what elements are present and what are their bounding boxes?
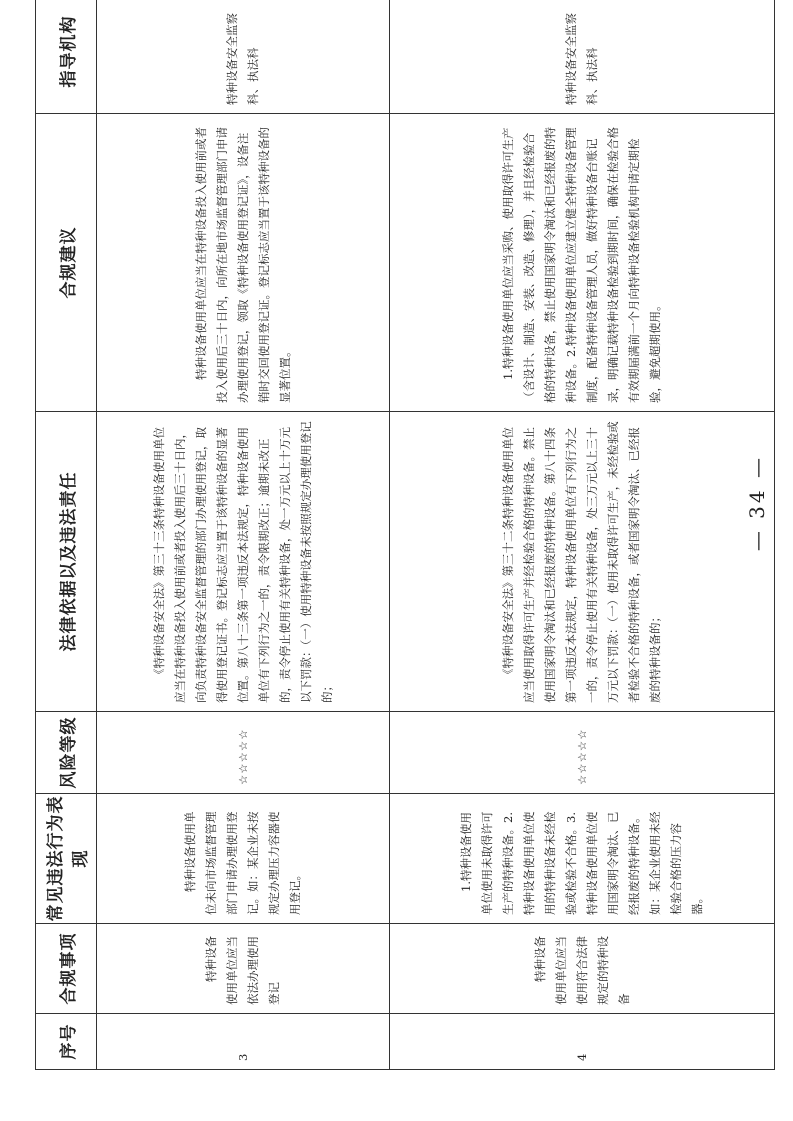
row-law-text: 《特种设备安全法》第三十二条特种设备使用单位应当使用取得许可生产并经检验合格的特种设备。禁止使用国家明令淘汰和已经报废的特种设备。第八十四条第一项违反本法规定，特种设备使用单位有下列行为之一的，责令停止使用有关特种设备，处三万元以上三十万元以下罚款：（一）使用未取得许可生产，未经检验或者检验不合格的特种设备，或者国家明令淘汰、已经报废的特种设备的； <box>501 421 663 703</box>
compliance-table <box>35 0 775 1070</box>
row-risk: ☆☆☆☆☆ <box>97 712 390 794</box>
row-advice-text: 1.特种设备使用单位应当采购、使用取得许可生产（含设计、制造、安装、改造、修理），并且经检验合格的特种设备，禁止使用国家明令淘汰和已经报废的特种设备。2.特种设备使用单位应建立健全特种设备管理制度，配备特种设备管理人员，做好特种设备台账记录，明确记载特种设备检验到期时间，确保在检验合格有效期届满前一个月向特种设备检验机构申请定期检验，避免超期使用。 <box>501 127 663 403</box>
row-law <box>390 412 775 712</box>
row-no: 3 <box>97 1014 390 1070</box>
header-row <box>36 0 97 1070</box>
row-org: 特种设备安全监察科、执法科 <box>97 0 390 114</box>
header-item: 合规事项 <box>36 924 97 1014</box>
header-org: 指导机构 <box>36 0 97 114</box>
page-number: — 34 — <box>745 455 769 552</box>
row-behavior-text: 特种设备使用单位未向市场监督管理部门申请办理使用登记。如：某企业未按规定办理压力容器使用登记。 <box>183 811 303 915</box>
header-no: 序号 <box>36 1014 97 1070</box>
row-law-text: 《特种设备安全法》第三十三条特种设备使用单位应当在特种设备投入使用前或者投入使用后三十日内，向负责特种设备安全监督管理的部门办理使用登记，取得使用登记证书。登记标志应当置于该特种设备的显著位置。第八十三条第一项违反本法规定，特种设备使用单位有下列行为之一的，责令限期改正；逾期未改正的，责令停止使用有关特种设备，处一万元以上十万元以下罚款：（一）使用特种设备未按照规定办理使用登记的； <box>151 421 334 703</box>
table-row <box>390 0 775 1070</box>
row-advice-text: 特种设备使用单位应当在特种设备投入使用前或者投入使用后三十日内，向所在地市场监督管理部门申请办理使用登记，领取《特种设备使用登记证》，设备注销时交回使用登记证。登记标志应当置于该特种设备的显著位置。 <box>193 127 292 403</box>
row-behavior <box>97 794 390 924</box>
header-law: 法律依据以及违法责任 <box>36 412 97 712</box>
row-advice <box>97 114 390 412</box>
table-row <box>97 0 390 1070</box>
header-behavior: 常见违法行为表现 <box>36 794 97 924</box>
row-advice <box>390 114 775 412</box>
row-item-text: 特种设备使用单位应当使用符合法律规定的特种设备 <box>532 936 631 1005</box>
row-behavior-text: 1.特种设备使用单位使用未取得许可生产的特种设备。2.特种设备使用单位使用的特种设备未经检验或检验不合格。3.特种设备使用单位使用国家明令淘汰、已经报废的特种设备。如：某企业使用未经检验合格的压力容器。 <box>459 811 705 915</box>
row-law <box>97 412 390 712</box>
row-item <box>390 924 775 1014</box>
row-item <box>97 924 390 1014</box>
header-risk: 风险等级 <box>36 712 97 794</box>
row-org: 特种设备安全监察科、执法科 <box>390 0 775 114</box>
row-no: 4 <box>390 1014 775 1070</box>
row-behavior <box>390 794 775 924</box>
row-item-text: 特种设备使用单位应当依法办理使用登记 <box>204 936 282 1005</box>
rotated-page <box>35 0 775 1070</box>
header-advice: 合规建议 <box>36 114 97 412</box>
row-risk: ☆☆☆☆☆ <box>390 712 775 794</box>
